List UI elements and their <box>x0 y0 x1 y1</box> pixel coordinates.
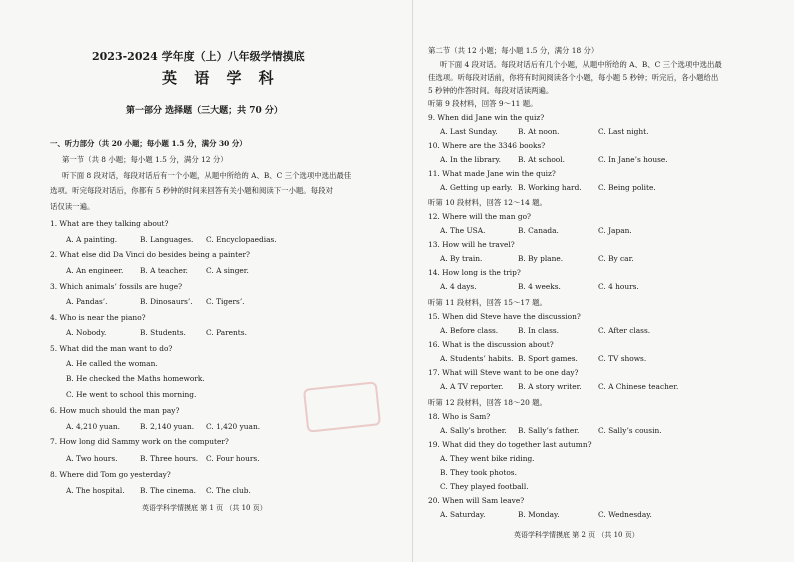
option-c: C. He went to school this morning. <box>66 390 197 399</box>
subsection-heading: 第二节（共 12 小题；每小题 1.5 分，满分 18 分） <box>428 46 599 55</box>
option-a: A. Sally’s brother. <box>440 426 507 435</box>
option-c: C. Tigers’. <box>206 297 245 306</box>
option-b: B. Languages. <box>140 235 194 244</box>
option-c: C. A singer. <box>206 266 249 275</box>
question-6: 6. How much should the man pay? <box>50 406 180 415</box>
question-2: 2. What else did Da Vinci do besides being a painter? <box>50 250 250 259</box>
page-2 <box>428 0 758 562</box>
option-a: A. Last Sunday. <box>440 127 498 136</box>
option-b: B. 4 weeks. <box>518 282 561 291</box>
option-b: B. By plane. <box>518 254 564 263</box>
option-b: B. In class. <box>518 326 560 335</box>
page-1 <box>50 0 400 562</box>
option-a: A. They went bike riding. <box>440 454 535 463</box>
option-b: B. A story writer. <box>518 382 582 391</box>
question-13: 13. How will he travel? <box>428 240 515 249</box>
subsection-heading: 第一节（共 8 小题；每小题 1.5 分，满分 12 分） <box>62 155 228 164</box>
option-b: B. He checked the Maths homework. <box>66 374 205 383</box>
page-footer: 英语学科学情摸底 第 1 页 （共 10 页） <box>142 504 267 512</box>
option-c: C. TV shows. <box>598 354 647 363</box>
dialogue-heading: 听第 9 段材料，回答 9～11 题。 <box>428 99 538 108</box>
question-12: 12. Where will the man go? <box>428 212 531 221</box>
question-5: 5. What did the man want to do? <box>50 344 173 353</box>
option-b: B. Students. <box>140 328 186 337</box>
faint-stamp <box>303 381 381 432</box>
part-heading: 第一部分 选择题（三大题；共 70 分） <box>126 106 283 116</box>
option-a: A. Before class. <box>440 326 499 335</box>
option-a: A. A painting. <box>66 235 118 244</box>
option-a: A. Getting up early. <box>440 183 513 192</box>
option-b: B. A teacher. <box>140 266 188 275</box>
instruction-line: 话仅读一遍。 <box>50 202 95 211</box>
option-c: C. Japan. <box>598 226 632 235</box>
option-c: C. Wednesday. <box>598 510 652 519</box>
option-c: C. Sally’s cousin. <box>598 426 662 435</box>
section-heading: 一、听力部分（共 20 小题；每小题 1.5 分，满分 30 分） <box>50 139 247 148</box>
option-b: B. The cinema. <box>140 486 196 495</box>
question-8: 8. Where did Tom go yesterday? <box>50 470 171 479</box>
question-9: 9. When did Jane win the quiz? <box>428 113 545 122</box>
question-14: 14. How long is the trip? <box>428 268 521 277</box>
exam-title: 2023-2024 学年度（上）八年级学情摸底 <box>92 50 305 63</box>
option-b: B. At noon. <box>518 127 560 136</box>
option-c: C. They played football. <box>440 482 529 491</box>
question-17: 17. What will Steve want to be one day? <box>428 368 579 377</box>
option-b: B. Working hard. <box>518 183 582 192</box>
option-a: A. An engineer. <box>66 266 124 275</box>
option-c: C. Four hours. <box>206 454 260 463</box>
question-1: 1. What are they talking about? <box>50 219 169 228</box>
question-20: 20. When will Sam leave? <box>428 496 525 505</box>
option-a: A. Two hours. <box>66 454 118 463</box>
option-a: A. 4 days. <box>440 282 477 291</box>
option-b: B. Sport games. <box>518 354 578 363</box>
question-18: 18. Who is Sam? <box>428 412 491 421</box>
option-c: C. In Jane’s house. <box>598 155 668 164</box>
question-11: 11. What made Jane win the quiz? <box>428 169 556 178</box>
option-b: B. 2,140 yuan. <box>140 422 195 431</box>
instruction-line: 选项。听完每段对话后，你都有 5 秒钟的时间来回答有关小题和阅读下一小题。每段对 <box>50 186 333 195</box>
instruction-line: 听下面 4 段对话。每段对话后有几个小题，从题中所给的 A、B、C 三个选项中选出最 <box>440 60 722 69</box>
question-3: 3. Which animals’ fossils are huge? <box>50 282 183 291</box>
instruction-line: 听下面 8 段对话，每段对话后有一个小题，从题中所给的 A、B、C 三个选项中选出最佳 <box>62 171 352 180</box>
option-a: A. Students’ habits. <box>440 354 514 363</box>
option-a: A. The hospital. <box>66 486 125 495</box>
option-a: A. By train. <box>440 254 483 263</box>
option-c: C. The club. <box>206 486 251 495</box>
option-a: A. In the library. <box>440 155 501 164</box>
option-b: B. Dinosaurs’. <box>140 297 193 306</box>
option-c: C. 4 hours. <box>598 282 639 291</box>
option-b: B. Monday. <box>518 510 560 519</box>
option-c: C. Parents. <box>206 328 247 337</box>
page-footer: 英语学科学情摸底 第 2 页 （共 10 页） <box>514 531 639 539</box>
question-7: 7. How long did Sammy work on the computer? <box>50 437 229 446</box>
option-b: B. Canada. <box>518 226 559 235</box>
option-c: C. After class. <box>598 326 651 335</box>
option-b: B. They took photos. <box>440 468 517 477</box>
option-c: C. A Chinese teacher. <box>598 382 679 391</box>
option-b: B. At school. <box>518 155 565 164</box>
option-a: A. A TV reporter. <box>440 382 504 391</box>
option-b: B. Sally’s father. <box>518 426 580 435</box>
instruction-line: 5 秒钟的作答时间。每段对话读两遍。 <box>428 86 554 95</box>
instruction-line: 佳选项。听每段对话前，你将有时间阅读各个小题，每小题 5 秒钟；听完后，各小题给出 <box>428 73 719 82</box>
option-a: A. 4,210 yuan. <box>66 422 120 431</box>
option-a: A. Pandas’. <box>66 297 108 306</box>
option-c: C. Last night. <box>598 127 649 136</box>
question-16: 16. What is the discussion about? <box>428 340 554 349</box>
question-15: 15. When did Steve have the discussion? <box>428 312 581 321</box>
question-4: 4. Who is near the piano? <box>50 313 146 322</box>
dialogue-heading: 听第 10 段材料，回答 12～14 题。 <box>428 198 547 207</box>
option-a: A. The USA. <box>440 226 486 235</box>
option-c: C. Encyclopaedias. <box>206 235 277 244</box>
option-c: C. Being polite. <box>598 183 656 192</box>
option-b: B. Three hours. <box>140 454 199 463</box>
question-19: 19. What did they do together last autumn? <box>428 440 592 449</box>
option-a: A. He called the woman. <box>66 359 158 368</box>
option-a: A. Saturday. <box>440 510 486 519</box>
subject-title: 英 语 学 科 <box>162 69 280 87</box>
option-a: A. Nobody. <box>66 328 107 337</box>
dialogue-heading: 听第 11 段材料，回答 15～17 题。 <box>428 298 547 307</box>
option-c: C. By car. <box>598 254 634 263</box>
question-10: 10. Where are the 3346 books? <box>428 141 546 150</box>
dialogue-heading: 听第 12 段材料，回答 18～20 题。 <box>428 398 547 407</box>
option-c: C. 1,420 yuan. <box>206 422 261 431</box>
page-divider <box>412 0 413 562</box>
